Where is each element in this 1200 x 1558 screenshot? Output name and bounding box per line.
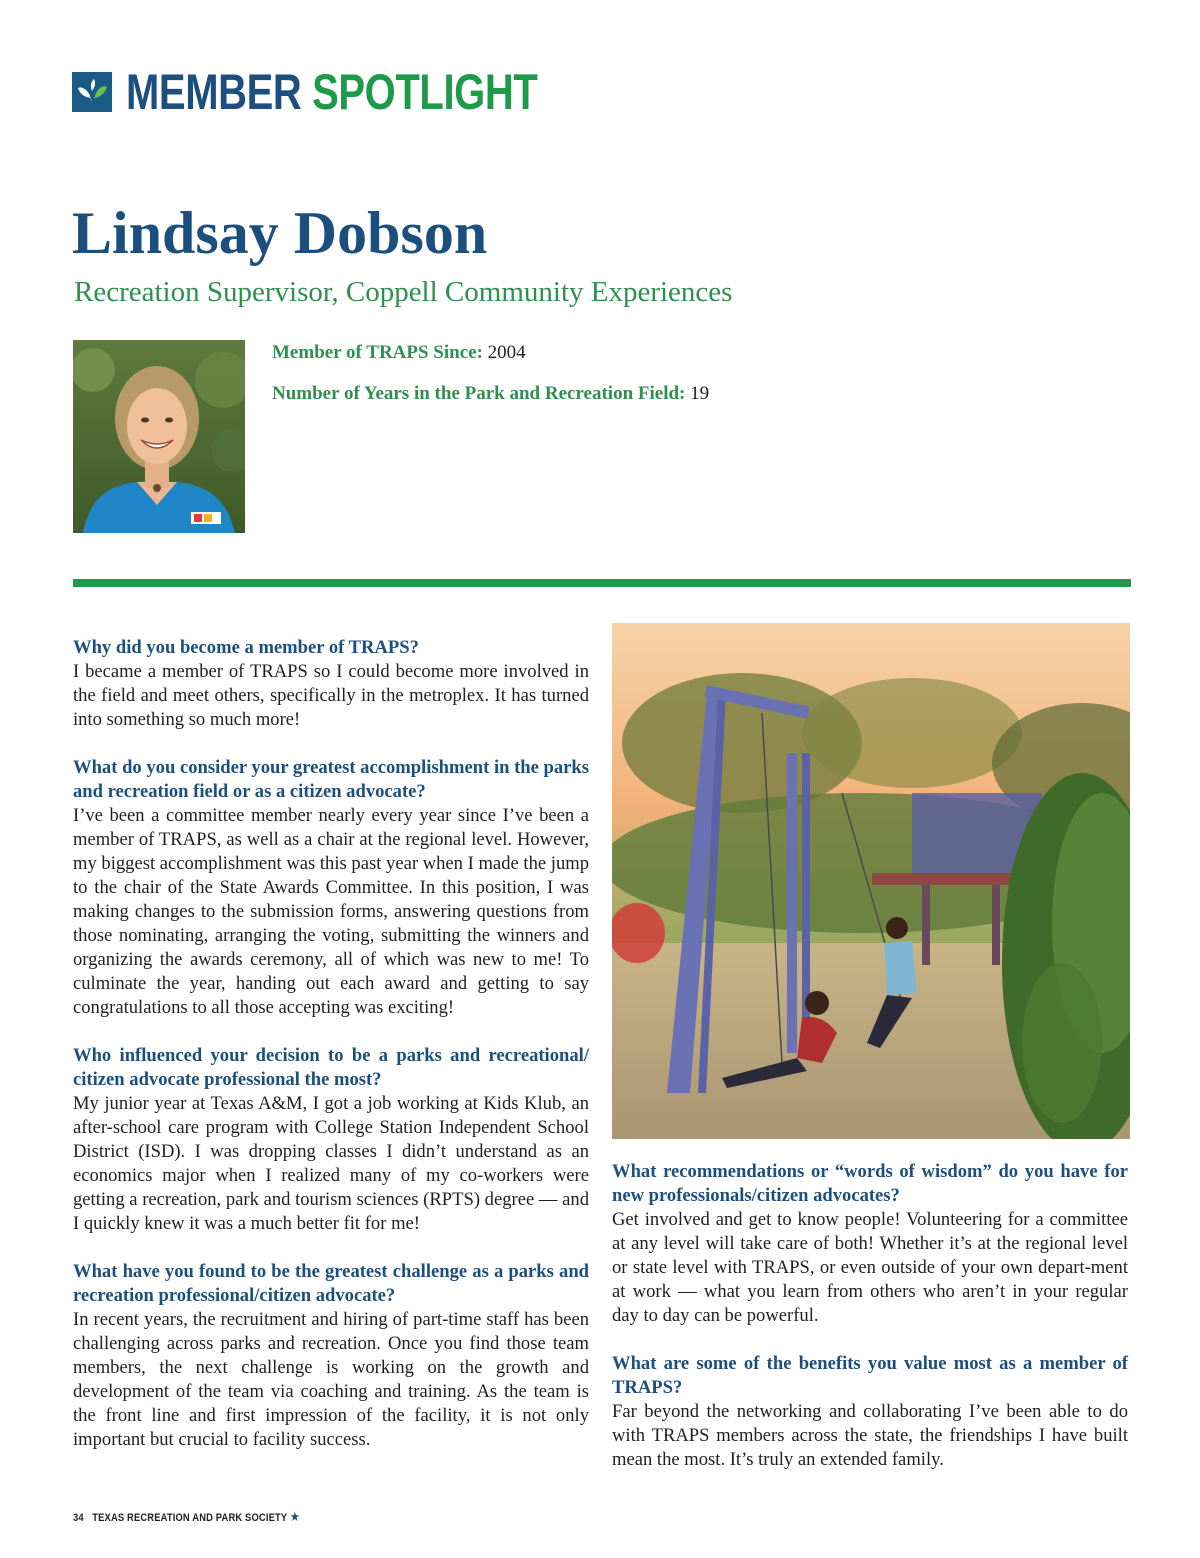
person-name: Lindsay Dobson: [72, 200, 488, 266]
leaf-sprout-icon: [72, 72, 112, 112]
qa-item: [73, 756, 589, 1020]
fact-member-since: [272, 341, 526, 365]
question: Why did you become a member of TRAPS?: [73, 637, 419, 658]
portrait-photo: [73, 340, 245, 533]
qa-right-column: [612, 1160, 1128, 1496]
fact-value: 19: [690, 383, 710, 404]
publication-name: TEXAS RECREATION AND PARK SOCIETY: [92, 1512, 288, 1524]
qa-item: [612, 1160, 1128, 1328]
answer: I became a member of TRAPS so I could become more involved in the field and meet others, specifically in the metroplex. It has turned into something so much more!: [73, 661, 589, 730]
answer: My junior year at Texas A&M, I got a job working at Kids Klub, an after-school care program with College Station Independent School District (ISD). I was dropping classes I didn’t understand as an economics major when I realized many of my co-workers were getting a recreation, park and tourism sciences (RPTS) degree — and I quickly knew it was a much better fit for me!: [73, 1093, 589, 1234]
question: What have you found to be the greatest challenge as a parks and recreation professional/citizen advocate?: [73, 1261, 589, 1306]
fact-value: 2004: [487, 342, 526, 363]
answer: I’ve been a committee member nearly every year since I’ve been a member of TRAPS, as well as a chair at the regional level. However, my biggest accomplishment was this past year when I made the jump to the chair of the State Awards Committee. In this position, I was making changes to the submission forms, answering questions from those nominating, arranging the voting, submitting the winners and organizing the awards ceremony, all of which was new to me! To culminate the year, handing out each award and getting to say congratulations to all those accepting was exciting!: [73, 805, 589, 1018]
fact-years-in-field: [272, 382, 709, 406]
question: What recommendations or “words of wisdom” do you have for new professionals/citizen advocates?: [612, 1161, 1128, 1206]
qa-item: [73, 1260, 589, 1452]
question: What do you consider your greatest accomplishment in the parks and recreation field or as a citizen advocate?: [73, 757, 589, 802]
qa-item: [73, 1044, 589, 1236]
answer: In recent years, the recruitment and hiring of part-time staff has been challenging across parks and recreation. Once you find those team members, the next challenge is working on the growth and development of the team via coaching and training. As the team is the front line and first impression of the facility, it is not only important but crucial to facility success.: [73, 1309, 589, 1450]
answer: Far beyond the networking and collaborating I’ve been able to do with TRAPS members across the state, the friendships I have built mean the most. It’s truly an extended family.: [612, 1401, 1128, 1470]
page-footer: [73, 1509, 300, 1525]
qa-item: [612, 1352, 1128, 1472]
qa-left-column: [73, 636, 589, 1476]
fact-label: Member of TRAPS Since:: [272, 342, 483, 363]
playground-photo: [612, 623, 1130, 1139]
section-divider: [73, 579, 1131, 587]
person-role: Recreation Supervisor, Coppell Community Experiences: [74, 276, 733, 308]
star-icon: ★: [289, 1509, 300, 1524]
qa-item: [73, 636, 589, 732]
section-header: [126, 64, 537, 120]
question: What are some of the benefits you value most as a member of TRAPS?: [612, 1353, 1128, 1398]
question: Who influenced your decision to be a parks and recreational/ citizen advocate professional the most?: [73, 1045, 589, 1090]
header-word-spotlight: SPOTLIGHT: [312, 64, 538, 120]
page-number: 34: [73, 1512, 84, 1524]
header-word-member: MEMBER: [126, 64, 302, 120]
fact-label: Number of Years in the Park and Recreation Field:: [272, 383, 686, 404]
answer: Get involved and get to know people! Volunteering for a committee at any level will take care of both! Whether it’s at the regional level or state level with TRAPS, or even outside of your own depart-ment at work — what you learn from others who aren’t in your regular day to day can be powerful.: [612, 1209, 1128, 1326]
